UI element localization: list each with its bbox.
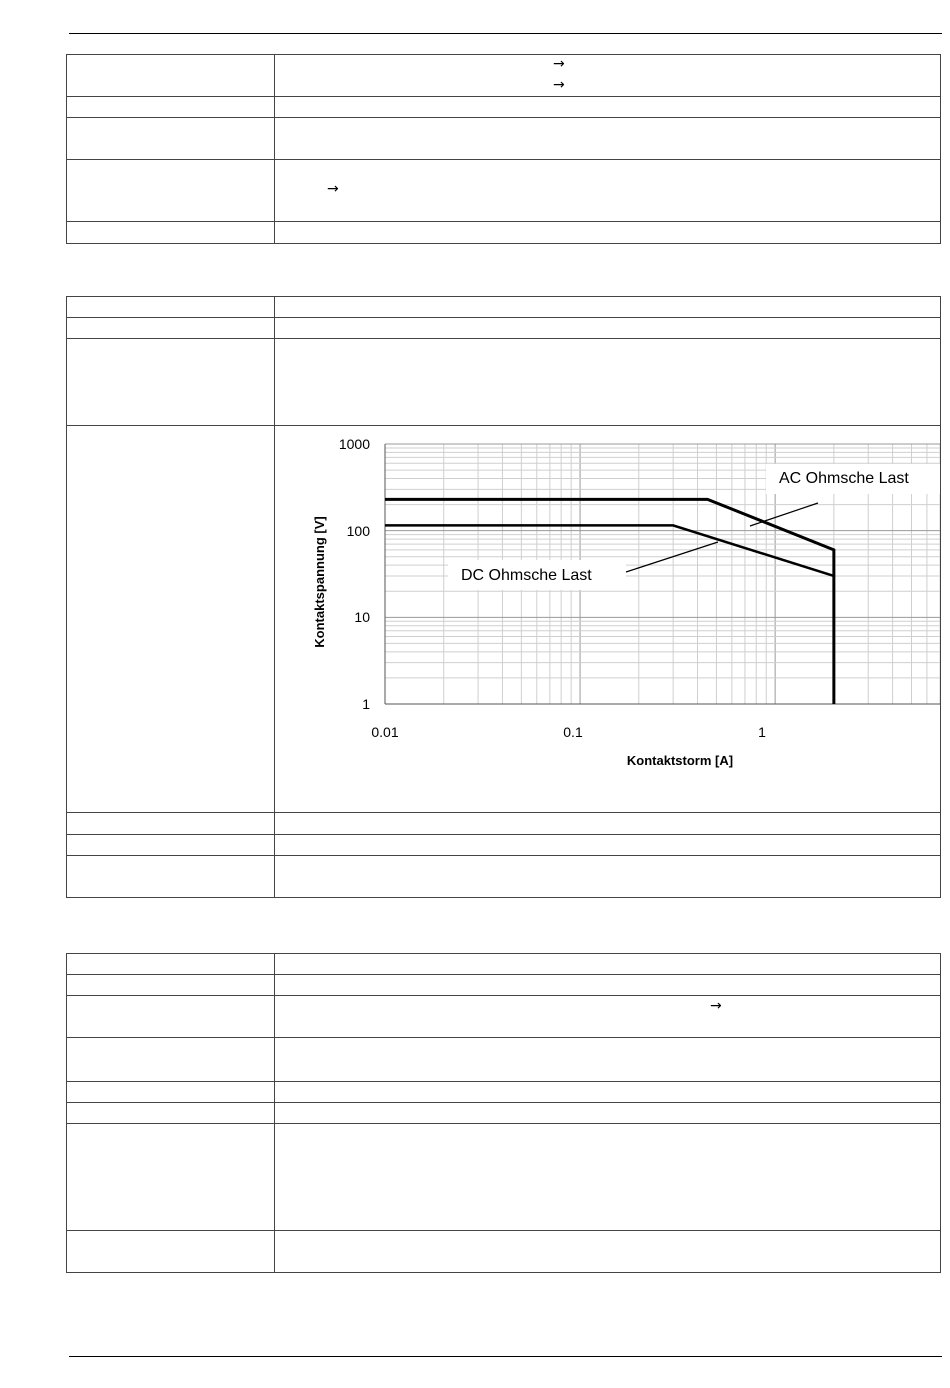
table-cell (275, 318, 941, 339)
leader-line-ac (750, 503, 818, 526)
table-cell (67, 1124, 275, 1231)
table-cell (275, 55, 941, 97)
table-cell (275, 297, 941, 318)
y-tick-label: 10 (354, 609, 370, 625)
header-rule (69, 33, 942, 34)
table-cell (67, 813, 275, 835)
table-cell (67, 297, 275, 318)
table-cell (67, 426, 275, 813)
table-cell (275, 856, 941, 898)
table-cell (275, 1082, 941, 1103)
load-limit-chart (300, 432, 940, 772)
table-cell (275, 222, 941, 244)
annotation-ac-label: AC Ohmsche Last (779, 470, 909, 487)
table-cell (275, 813, 941, 835)
table-cell (67, 835, 275, 856)
table-cell (275, 1124, 941, 1231)
table-cell (67, 856, 275, 898)
table-cell (275, 996, 941, 1038)
x-tick-label: 0.1 (563, 724, 583, 740)
table-cell (67, 1082, 275, 1103)
y-tick-label: 1000 (338, 436, 370, 452)
arrow-right-icon: → (327, 181, 339, 197)
table-cell (275, 1231, 941, 1273)
chart-svg (300, 432, 940, 772)
table-cell (275, 975, 941, 996)
table-cell (275, 1038, 941, 1082)
table-cell (67, 996, 275, 1038)
y-tick-label: 100 (346, 523, 370, 539)
table-cell (275, 118, 941, 160)
table-cell (275, 160, 941, 222)
annotation-dc-label: DC Ohmsche Last (461, 567, 592, 584)
table-cell (67, 339, 275, 426)
table-cell (67, 160, 275, 222)
table-cell (275, 339, 941, 426)
table-cell (67, 118, 275, 160)
x-tick-label: 1 (758, 724, 766, 740)
x-tick-label: 0.01 (371, 724, 399, 740)
table-cell (67, 1038, 275, 1082)
table-cell (67, 1103, 275, 1124)
table-cell (275, 954, 941, 975)
table-cell (67, 1231, 275, 1273)
spec-table-3 (66, 953, 941, 1273)
table-cell (67, 318, 275, 339)
table-cell (67, 975, 275, 996)
footer-rule (69, 1356, 942, 1357)
table-cell (275, 1103, 941, 1124)
arrow-right-icon: → (553, 77, 565, 93)
x-axis-label: Kontaktstorm [A] (626, 753, 734, 768)
table-cell (67, 222, 275, 244)
y-tick-label: 1 (362, 696, 370, 712)
arrow-right-icon: → (553, 56, 565, 72)
table-cell (275, 97, 941, 118)
table-cell (67, 55, 275, 97)
y-axis-label: Kontaktspannung [V] (312, 516, 327, 648)
table-cell (67, 954, 275, 975)
spec-table-1 (66, 54, 941, 244)
arrow-right-icon: → (710, 998, 722, 1014)
table-cell (67, 97, 275, 118)
table-cell (275, 835, 941, 856)
